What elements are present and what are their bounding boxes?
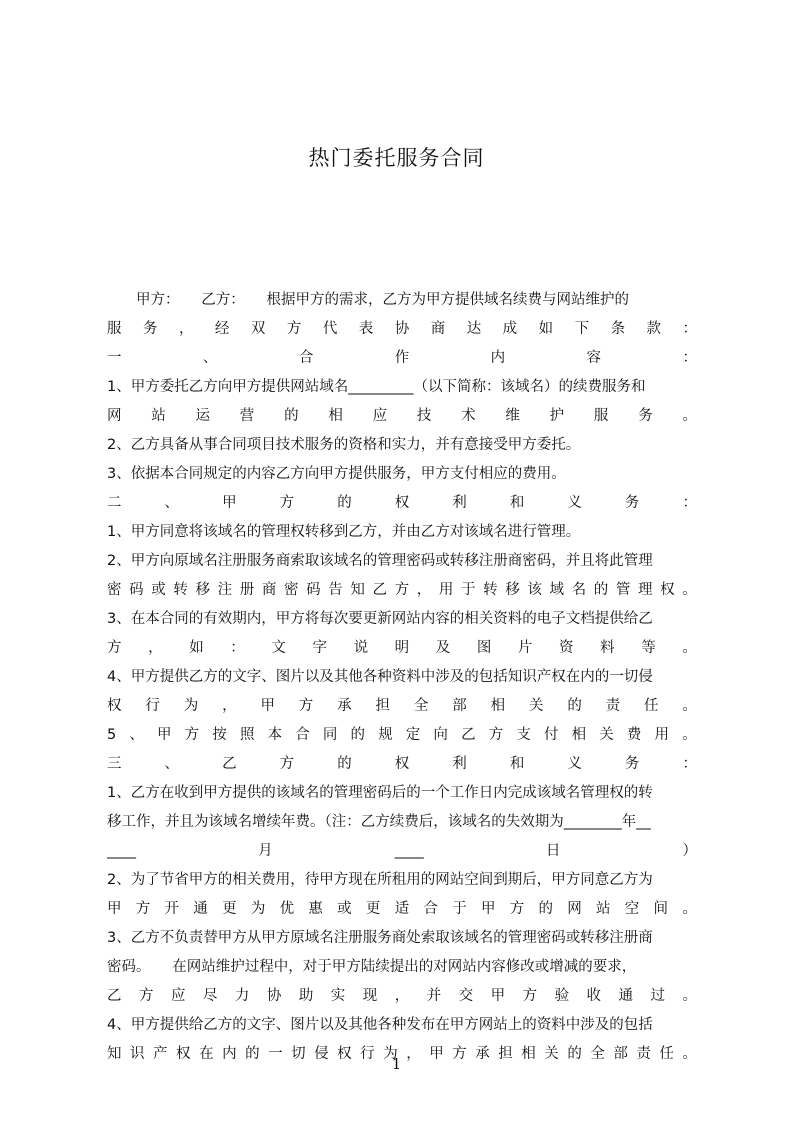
- line-char: ____: [394, 843, 424, 859]
- line-char: 切: [291, 1046, 306, 1062]
- line-char: 乙: [461, 727, 476, 743]
- line-char: 。: [682, 698, 697, 714]
- line-char: 现: [362, 988, 378, 1004]
- line-char: 等: [641, 640, 656, 656]
- line-char: 照: [239, 727, 255, 743]
- line-char: 的: [245, 1046, 260, 1062]
- line-char: 告: [328, 582, 343, 598]
- line-char: 行: [360, 1046, 375, 1062]
- line-char: 部: [613, 1046, 628, 1062]
- line-char: ，: [416, 582, 432, 598]
- line-char: 商: [430, 321, 446, 337]
- line-char: 图: [476, 640, 492, 656]
- line-char: 料: [600, 640, 615, 656]
- line-char: 更: [222, 901, 237, 917]
- line-char: 更: [365, 901, 381, 917]
- line-char: 方: [488, 727, 504, 743]
- line-char: 方: [279, 495, 295, 511]
- line-char: 商: [261, 582, 277, 598]
- contract-line: [107, 837, 697, 866]
- line-char: 于: [461, 582, 476, 598]
- contract-line: 4、甲方提供给乙方的文字、图片以及其他各种发布在甲方网站上的资料中涉及的包括: [107, 1017, 653, 1033]
- line-char: 转: [483, 582, 498, 598]
- line-char: 务: [624, 495, 640, 511]
- contract-line: [107, 721, 697, 750]
- line-char: 用: [438, 582, 454, 598]
- line-char: 三: [107, 756, 122, 772]
- document-title: 热门委托服务合同: [308, 146, 485, 170]
- line-char: 付: [543, 727, 559, 743]
- line-char: 承: [475, 1046, 490, 1062]
- line-char: 相: [490, 698, 506, 714]
- line-char: 站: [596, 901, 611, 917]
- line-char: 务: [638, 408, 653, 424]
- line-char: 全: [413, 698, 429, 714]
- line-char: 承: [337, 698, 352, 714]
- line-char: 甲: [157, 727, 172, 743]
- line-char: 应: [372, 408, 388, 424]
- line-char: 一: [268, 1046, 283, 1062]
- line-char: 乙: [222, 756, 237, 772]
- line-char: 费: [626, 727, 642, 743]
- line-char: 。: [682, 988, 697, 1004]
- line-char: 权: [107, 698, 122, 714]
- line-char: 甲: [222, 495, 237, 511]
- line-char: 权: [394, 495, 410, 511]
- line-char: 收: [586, 988, 602, 1004]
- line-char: 域: [549, 582, 564, 598]
- line-char: ，: [222, 698, 237, 714]
- line-char: 的: [284, 408, 299, 424]
- line-char: 。: [682, 901, 697, 917]
- line-char: 为: [250, 901, 266, 917]
- line-char: 或: [151, 582, 166, 598]
- page-number: 1: [391, 1055, 402, 1073]
- line-char: 在: [199, 1046, 214, 1062]
- line-char: 合: [423, 901, 438, 917]
- contract-line: [107, 344, 697, 373]
- line-char: 方: [286, 321, 302, 337]
- line-char: 内: [490, 350, 506, 366]
- line-char: 经: [214, 321, 230, 337]
- line-char: 条: [610, 321, 626, 337]
- line-char: 务: [142, 321, 158, 337]
- line-char: 及: [435, 640, 451, 656]
- line-char: 的: [350, 727, 365, 743]
- line-char: 移: [505, 582, 520, 598]
- line-char: 通: [193, 901, 208, 917]
- line-char: 的: [593, 582, 609, 598]
- line-char: 通: [618, 988, 633, 1004]
- line-char: 网: [567, 901, 582, 917]
- line-char: 如: [538, 321, 554, 337]
- line-char: 甲: [107, 901, 122, 917]
- contract-line: [107, 489, 697, 518]
- line-char: 乙: [107, 988, 122, 1004]
- line-char: 和: [509, 756, 525, 772]
- line-char: 全: [590, 1046, 605, 1062]
- line-char: 下: [574, 321, 590, 337]
- line-char: ，: [394, 988, 410, 1004]
- line-char: ，: [406, 1046, 421, 1062]
- line-char: 力: [234, 988, 250, 1004]
- line-char: 方: [298, 698, 314, 714]
- line-char: 。: [682, 727, 697, 743]
- line-char: 关: [528, 698, 544, 714]
- line-char: 知: [107, 1046, 122, 1062]
- line-char: 合: [295, 727, 310, 743]
- line-char: 方: [394, 582, 410, 598]
- line-char: 内: [222, 1046, 237, 1062]
- contract-line: 3、依据本合同规定的内容乙方向甲方提供服务，甲方支付相应的费用。: [107, 466, 566, 482]
- contract-line: 3、乙方不负责替甲方从甲方原域名注册服务商处索取该域名的管理密码或转移注册商: [107, 930, 653, 946]
- line-char: 、: [164, 756, 180, 772]
- line-char: 权: [660, 582, 675, 598]
- line-char: 助: [298, 988, 314, 1004]
- line-char: 运: [195, 408, 211, 424]
- contract-line: [107, 895, 697, 924]
- line-char: 方: [138, 988, 154, 1004]
- contract-line: 移工作，并且为该域名增续年费。（注：乙方续费后，该域名的失效期为________年__: [107, 814, 651, 830]
- line-char: 甲: [490, 988, 506, 1004]
- line-char: 网: [107, 408, 122, 424]
- line-char: 作: [394, 350, 410, 366]
- contract-line: [107, 750, 697, 779]
- line-char: 权: [394, 756, 410, 772]
- line-char: 义: [567, 495, 582, 511]
- line-char: 的: [567, 1046, 582, 1062]
- line-char: 。: [682, 640, 697, 656]
- line-char: 识: [130, 1046, 145, 1062]
- line-char: 相: [521, 1046, 536, 1062]
- line-char: ____: [107, 843, 136, 859]
- line-char: 协: [266, 988, 282, 1004]
- line-char: 为: [383, 1046, 398, 1062]
- line-char: 注: [217, 582, 233, 598]
- line-char: 方: [452, 1046, 467, 1062]
- line-char: 空: [624, 901, 640, 917]
- line-char: 支: [516, 727, 531, 743]
- line-char: 维: [505, 408, 520, 424]
- line-char: 侵: [314, 1046, 329, 1062]
- line-char: 责: [605, 698, 621, 714]
- line-char: 担: [375, 698, 391, 714]
- line-char: 方: [184, 727, 200, 743]
- contract-line: 1、甲方委托乙方向甲方提供网站域名_________（以下简称：该域名）的续费服务和: [107, 379, 646, 395]
- line-char: ：: [682, 321, 697, 337]
- line-char: 册: [239, 582, 255, 598]
- contract-line: 密码。 在网站维护过程中，对于甲方陆续提出的对网站内容修改或增减的要求，: [107, 959, 637, 975]
- line-char: 惠: [308, 901, 323, 917]
- line-char: 权: [176, 1046, 191, 1062]
- line-char: 月: [258, 843, 273, 859]
- line-char: 开: [164, 901, 180, 917]
- line-char: 验: [554, 988, 570, 1004]
- line-char: 任: [644, 698, 659, 714]
- line-char: 方: [509, 901, 525, 917]
- line-char: 资: [559, 640, 574, 656]
- line-char: 并: [426, 988, 442, 1004]
- line-char: 任: [659, 1046, 674, 1062]
- line-char: 向: [433, 727, 448, 743]
- line-char: 站: [151, 408, 166, 424]
- line-char: 明: [394, 640, 410, 656]
- line-char: 密: [107, 582, 122, 598]
- line-char: 表: [358, 321, 374, 337]
- line-char: 码: [129, 582, 144, 598]
- line-char: 方: [107, 640, 122, 656]
- line-char: 。: [682, 408, 697, 424]
- line-char: 甲: [260, 698, 275, 714]
- line-char: 和: [509, 495, 525, 511]
- line-char: 同: [322, 727, 338, 743]
- line-char: 行: [145, 698, 160, 714]
- contract-line: [107, 315, 697, 344]
- line-char: 达: [466, 321, 482, 337]
- line-char: 密: [284, 582, 299, 598]
- line-char: 知: [350, 582, 365, 598]
- line-char: 代: [322, 321, 338, 337]
- line-char: 字: [312, 640, 327, 656]
- contract-line: 1、甲方同意将该域名的管理权转移到乙方，并由乙方对该域名进行管理。: [107, 524, 581, 540]
- line-char: 、: [202, 350, 218, 366]
- line-char: 理: [638, 582, 653, 598]
- line-char: 关: [599, 727, 614, 743]
- line-char: 、: [164, 495, 180, 511]
- line-char: 于: [452, 901, 467, 917]
- line-char: 双: [250, 321, 266, 337]
- line-char: 说: [353, 640, 369, 656]
- line-char: 二: [107, 495, 122, 511]
- line-char: 相: [328, 408, 343, 424]
- contract-line: 1、乙方在收到甲方提供的该域名的管理密码后的一个工作日内完成该域名管理权的转: [107, 785, 653, 801]
- line-char: 的: [337, 495, 352, 511]
- line-char: 协: [394, 321, 410, 337]
- line-char: 关: [544, 1046, 559, 1062]
- contract-body: [107, 286, 697, 1069]
- line-char: 应: [170, 988, 186, 1004]
- line-char: 的: [337, 756, 352, 772]
- line-char: 乙: [372, 582, 387, 598]
- line-char: 术: [461, 408, 476, 424]
- line-char: ）: [682, 843, 697, 859]
- line-char: 按: [212, 727, 227, 743]
- line-char: 的: [538, 901, 553, 917]
- line-char: 用: [654, 727, 670, 743]
- line-char: 营: [239, 408, 255, 424]
- line-char: 款: [646, 321, 662, 337]
- line-char: 护: [549, 408, 565, 424]
- line-char: 责: [636, 1046, 651, 1062]
- line-char: 利: [452, 495, 467, 511]
- line-char: 方: [279, 756, 295, 772]
- contract-line: [107, 576, 697, 605]
- line-char: 产: [153, 1046, 168, 1062]
- line-char: 规: [378, 727, 393, 743]
- line-char: 服: [107, 321, 122, 337]
- line-char: 尽: [202, 988, 218, 1004]
- contract-line: [107, 692, 697, 721]
- contract-line: 4、甲方提供乙方的文字、图片以及其他各种资料中涉及的包括知识产权在内的一切侵: [107, 669, 653, 685]
- line-char: 务: [624, 756, 640, 772]
- line-char: 间: [653, 901, 669, 917]
- line-char: ：: [682, 756, 697, 772]
- line-char: 或: [337, 901, 352, 917]
- line-char: 。: [682, 582, 697, 598]
- line-char: 、: [129, 727, 144, 743]
- line-char: 权: [337, 1046, 352, 1062]
- line-char: 优: [279, 901, 295, 917]
- contract-line: 3、在本合同的有效期内，甲方将每次要更新网站内容的相关资料的电子文档提供给乙: [107, 611, 653, 627]
- line-char: 成: [502, 321, 518, 337]
- line-char: 甲: [480, 901, 496, 917]
- line-char: 名: [571, 582, 587, 598]
- line-char: 管: [615, 582, 631, 598]
- line-char: 文: [271, 640, 286, 656]
- contract-line: [107, 634, 697, 663]
- line-char: 片: [517, 640, 533, 656]
- line-char: 相: [571, 727, 587, 743]
- line-char: 移: [195, 582, 210, 598]
- line-char: 技: [416, 408, 432, 424]
- contract-line: 甲方： 乙方： 根据甲方的需求，乙方为甲方提供域名续费与网站维护的: [107, 292, 629, 308]
- line-char: 甲: [429, 1046, 444, 1062]
- line-char: 转: [173, 582, 188, 598]
- line-char: 为: [183, 698, 199, 714]
- line-char: 担: [498, 1046, 513, 1062]
- line-char: 容: [586, 350, 602, 366]
- contract-line: [107, 402, 697, 431]
- line-char: 方: [135, 901, 151, 917]
- line-char: 如: [189, 640, 204, 656]
- line-char: 利: [452, 756, 467, 772]
- line-char: 实: [330, 988, 346, 1004]
- line-char: 5: [107, 727, 117, 743]
- line-char: 交: [458, 988, 474, 1004]
- line-char: 部: [452, 698, 467, 714]
- line-char: ：: [230, 640, 245, 656]
- contract-line: 2、为了节省甲方的相关费用，待甲方现在所租用的网站空间到期后，甲方同意乙方为: [107, 872, 653, 888]
- line-char: 服: [593, 408, 609, 424]
- contract-line: 2、甲方向原域名注册服务商索取该域名的管理密码或转移注册商密码，并且将此管理: [107, 553, 653, 569]
- line-char: 适: [394, 901, 410, 917]
- line-char: 方: [522, 988, 538, 1004]
- contract-line: [107, 982, 697, 1011]
- line-char: 。: [682, 1046, 697, 1062]
- line-char: 合: [298, 350, 314, 366]
- line-char: ，: [148, 640, 163, 656]
- contract-line: 2、乙方具备从事合同项目技术服务的资格和实力，并有意接受甲方委托。: [107, 437, 581, 453]
- line-char: 该: [527, 582, 542, 598]
- line-char: 义: [567, 756, 582, 772]
- line-char: 本: [267, 727, 283, 743]
- line-char: 一: [107, 350, 122, 366]
- line-char: 码: [306, 582, 321, 598]
- line-char: 的: [567, 698, 582, 714]
- line-char: ，: [178, 321, 194, 337]
- line-char: 日: [545, 843, 561, 859]
- line-char: 过: [650, 988, 665, 1004]
- line-char: ：: [682, 350, 697, 366]
- line-char: ：: [682, 495, 697, 511]
- line-char: 定: [405, 727, 421, 743]
